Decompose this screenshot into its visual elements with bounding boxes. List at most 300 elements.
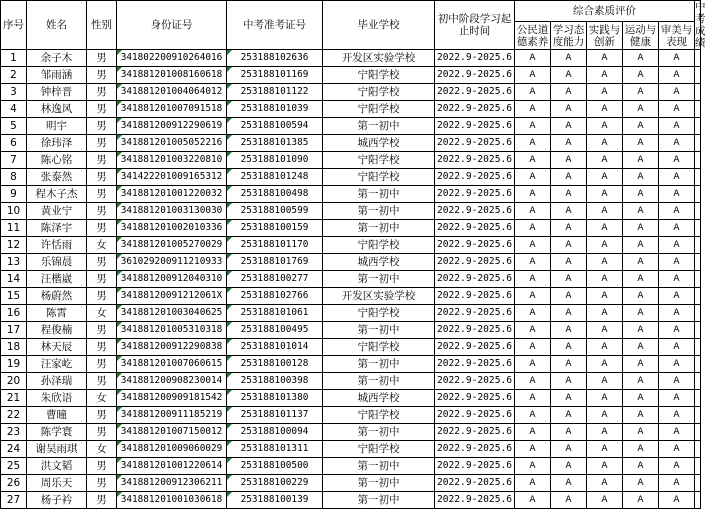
row-sports-grade-cell[interactable]: A: [623, 339, 659, 356]
row-sports-grade-cell[interactable]: A: [623, 135, 659, 152]
row-period-cell[interactable]: 2022.9-2025.6: [435, 186, 515, 203]
row-sports-grade-cell[interactable]: A: [623, 407, 659, 424]
row-seq-cell[interactable]: 1: [1, 50, 27, 67]
row-school-cell[interactable]: 第一初中: [323, 356, 435, 373]
row-period-cell[interactable]: 2022.9-2025.6: [435, 84, 515, 101]
row-practice-grade-cell[interactable]: A: [587, 237, 623, 254]
row-learning-grade-cell[interactable]: A: [551, 441, 587, 458]
row-id-number-cell[interactable]: 341881201002010336: [117, 220, 227, 237]
row-arts-grade-cell[interactable]: A: [659, 101, 695, 118]
row-name-cell[interactable]: 明宇: [27, 118, 87, 135]
row-exam-number-cell[interactable]: 253188100498: [227, 186, 323, 203]
row-sports-grade-cell[interactable]: A: [623, 203, 659, 220]
row-seq-cell[interactable]: 20: [1, 373, 27, 390]
row-exam-number-cell[interactable]: 253188101385: [227, 135, 323, 152]
row-exam-number-cell[interactable]: 253188101137: [227, 407, 323, 424]
row-period-cell[interactable]: 2022.9-2025.6: [435, 118, 515, 135]
row-seq-cell[interactable]: 22: [1, 407, 27, 424]
row-school-cell[interactable]: 第一初中: [323, 424, 435, 441]
row-learning-grade-cell[interactable]: A: [551, 458, 587, 475]
row-school-cell[interactable]: 第一初中: [323, 475, 435, 492]
row-school-cell[interactable]: 宁阳学校: [323, 67, 435, 84]
row-school-cell[interactable]: 第一初中: [323, 322, 435, 339]
row-sports-grade-cell[interactable]: A: [623, 101, 659, 118]
row-sports-grade-cell[interactable]: A: [623, 237, 659, 254]
row-exam-number-cell[interactable]: 253188101090: [227, 152, 323, 169]
row-exam-score-cell[interactable]: [695, 186, 701, 203]
row-gender-cell[interactable]: 男: [87, 407, 117, 424]
row-practice-grade-cell[interactable]: A: [587, 271, 623, 288]
row-gender-cell[interactable]: 男: [87, 288, 117, 305]
row-practice-grade-cell[interactable]: A: [587, 220, 623, 237]
row-period-cell[interactable]: 2022.9-2025.6: [435, 356, 515, 373]
row-id-number-cell[interactable]: 34188120091212061X: [117, 288, 227, 305]
row-civic-grade-cell[interactable]: A: [515, 356, 551, 373]
row-seq-cell[interactable]: 4: [1, 101, 27, 118]
row-practice-grade-cell[interactable]: A: [587, 492, 623, 509]
row-exam-score-cell[interactable]: [695, 305, 701, 322]
row-exam-number-cell[interactable]: 253188101061: [227, 305, 323, 322]
row-arts-grade-cell[interactable]: A: [659, 237, 695, 254]
row-gender-cell[interactable]: 男: [87, 84, 117, 101]
row-exam-number-cell[interactable]: 253188101380: [227, 390, 323, 407]
row-exam-number-cell[interactable]: 253188101169: [227, 67, 323, 84]
row-civic-grade-cell[interactable]: A: [515, 220, 551, 237]
row-arts-grade-cell[interactable]: A: [659, 475, 695, 492]
row-civic-grade-cell[interactable]: A: [515, 322, 551, 339]
row-arts-grade-cell[interactable]: A: [659, 373, 695, 390]
row-learning-grade-cell[interactable]: A: [551, 186, 587, 203]
row-gender-cell[interactable]: 女: [87, 237, 117, 254]
row-gender-cell[interactable]: 男: [87, 339, 117, 356]
row-id-number-cell[interactable]: 341881200908230014: [117, 373, 227, 390]
row-id-number-cell[interactable]: 341881200912290619: [117, 118, 227, 135]
row-seq-cell[interactable]: 5: [1, 118, 27, 135]
row-learning-grade-cell[interactable]: A: [551, 492, 587, 509]
row-exam-number-cell[interactable]: 253188100500: [227, 458, 323, 475]
row-school-cell[interactable]: 第一初中: [323, 271, 435, 288]
row-period-cell[interactable]: 2022.9-2025.6: [435, 424, 515, 441]
row-arts-grade-cell[interactable]: A: [659, 356, 695, 373]
row-period-cell[interactable]: 2022.9-2025.6: [435, 441, 515, 458]
row-sports-grade-cell[interactable]: A: [623, 288, 659, 305]
row-seq-cell[interactable]: 24: [1, 441, 27, 458]
row-arts-grade-cell[interactable]: A: [659, 67, 695, 84]
row-period-cell[interactable]: 2022.9-2025.6: [435, 407, 515, 424]
row-gender-cell[interactable]: 男: [87, 101, 117, 118]
row-name-cell[interactable]: 洪文韬: [27, 458, 87, 475]
row-id-number-cell[interactable]: 341422201009165312: [117, 169, 227, 186]
row-civic-grade-cell[interactable]: A: [515, 118, 551, 135]
row-gender-cell[interactable]: 男: [87, 50, 117, 67]
row-seq-cell[interactable]: 11: [1, 220, 27, 237]
row-period-cell[interactable]: 2022.9-2025.6: [435, 271, 515, 288]
row-gender-cell[interactable]: 男: [87, 492, 117, 509]
row-learning-grade-cell[interactable]: A: [551, 237, 587, 254]
row-exam-number-cell[interactable]: 253188101170: [227, 237, 323, 254]
row-civic-grade-cell[interactable]: A: [515, 254, 551, 271]
row-id-number-cell[interactable]: 361029200911210933: [117, 254, 227, 271]
row-exam-score-cell[interactable]: [695, 441, 701, 458]
row-id-number-cell[interactable]: 341802200910264016: [117, 50, 227, 67]
row-sports-grade-cell[interactable]: A: [623, 373, 659, 390]
row-school-cell[interactable]: 第一初中: [323, 203, 435, 220]
row-arts-grade-cell[interactable]: A: [659, 118, 695, 135]
row-sports-grade-cell[interactable]: A: [623, 169, 659, 186]
row-period-cell[interactable]: 2022.9-2025.6: [435, 237, 515, 254]
row-civic-grade-cell[interactable]: A: [515, 169, 551, 186]
row-name-cell[interactable]: 汪家屹: [27, 356, 87, 373]
row-exam-number-cell[interactable]: 253188102766: [227, 288, 323, 305]
row-period-cell[interactable]: 2022.9-2025.6: [435, 492, 515, 509]
row-civic-grade-cell[interactable]: A: [515, 441, 551, 458]
row-seq-cell[interactable]: 27: [1, 492, 27, 509]
row-arts-grade-cell[interactable]: A: [659, 441, 695, 458]
row-sports-grade-cell[interactable]: A: [623, 118, 659, 135]
row-seq-cell[interactable]: 9: [1, 186, 27, 203]
row-period-cell[interactable]: 2022.9-2025.6: [435, 475, 515, 492]
row-exam-score-cell[interactable]: [695, 458, 701, 475]
row-period-cell[interactable]: 2022.9-2025.6: [435, 390, 515, 407]
row-seq-cell[interactable]: 18: [1, 339, 27, 356]
row-civic-grade-cell[interactable]: A: [515, 186, 551, 203]
row-exam-number-cell[interactable]: 253188101769: [227, 254, 323, 271]
row-period-cell[interactable]: 2022.9-2025.6: [435, 373, 515, 390]
row-id-number-cell[interactable]: 341881201001030618: [117, 492, 227, 509]
row-practice-grade-cell[interactable]: A: [587, 84, 623, 101]
row-learning-grade-cell[interactable]: A: [551, 118, 587, 135]
row-id-number-cell[interactable]: 341881201005052216: [117, 135, 227, 152]
row-civic-grade-cell[interactable]: A: [515, 475, 551, 492]
row-exam-score-cell[interactable]: [695, 135, 701, 152]
row-practice-grade-cell[interactable]: A: [587, 203, 623, 220]
row-learning-grade-cell[interactable]: A: [551, 373, 587, 390]
row-id-number-cell[interactable]: 341881201003040625: [117, 305, 227, 322]
row-exam-number-cell[interactable]: 253188100495: [227, 322, 323, 339]
row-id-number-cell[interactable]: 341881200912040310: [117, 271, 227, 288]
row-arts-grade-cell[interactable]: A: [659, 458, 695, 475]
row-learning-grade-cell[interactable]: A: [551, 271, 587, 288]
row-seq-cell[interactable]: 16: [1, 305, 27, 322]
row-civic-grade-cell[interactable]: A: [515, 339, 551, 356]
row-exam-number-cell[interactable]: 253188100094: [227, 424, 323, 441]
row-arts-grade-cell[interactable]: A: [659, 339, 695, 356]
row-practice-grade-cell[interactable]: A: [587, 254, 623, 271]
row-civic-grade-cell[interactable]: A: [515, 135, 551, 152]
row-seq-cell[interactable]: 12: [1, 237, 27, 254]
row-sports-grade-cell[interactable]: A: [623, 152, 659, 169]
row-arts-grade-cell[interactable]: A: [659, 186, 695, 203]
row-seq-cell[interactable]: 26: [1, 475, 27, 492]
row-arts-grade-cell[interactable]: A: [659, 390, 695, 407]
row-id-number-cell[interactable]: 341881201004064012: [117, 84, 227, 101]
row-exam-score-cell[interactable]: [695, 203, 701, 220]
row-arts-grade-cell[interactable]: A: [659, 152, 695, 169]
row-name-cell[interactable]: 徐玮泽: [27, 135, 87, 152]
row-gender-cell[interactable]: 女: [87, 305, 117, 322]
row-arts-grade-cell[interactable]: A: [659, 135, 695, 152]
row-id-number-cell[interactable]: 341881201009060029: [117, 441, 227, 458]
row-civic-grade-cell[interactable]: A: [515, 492, 551, 509]
row-learning-grade-cell[interactable]: A: [551, 101, 587, 118]
row-exam-score-cell[interactable]: [695, 271, 701, 288]
row-seq-cell[interactable]: 7: [1, 152, 27, 169]
row-gender-cell[interactable]: 男: [87, 356, 117, 373]
row-exam-score-cell[interactable]: [695, 220, 701, 237]
row-sports-grade-cell[interactable]: A: [623, 186, 659, 203]
row-name-cell[interactable]: 曹曈: [27, 407, 87, 424]
row-learning-grade-cell[interactable]: A: [551, 288, 587, 305]
row-learning-grade-cell[interactable]: A: [551, 67, 587, 84]
row-period-cell[interactable]: 2022.9-2025.6: [435, 458, 515, 475]
row-gender-cell[interactable]: 男: [87, 458, 117, 475]
row-period-cell[interactable]: 2022.9-2025.6: [435, 203, 515, 220]
row-civic-grade-cell[interactable]: A: [515, 152, 551, 169]
row-gender-cell[interactable]: 男: [87, 322, 117, 339]
row-name-cell[interactable]: 邹雨涵: [27, 67, 87, 84]
row-seq-cell[interactable]: 2: [1, 67, 27, 84]
row-school-cell[interactable]: 宁阳学校: [323, 152, 435, 169]
row-learning-grade-cell[interactable]: A: [551, 339, 587, 356]
row-civic-grade-cell[interactable]: A: [515, 373, 551, 390]
row-name-cell[interactable]: 陈霄: [27, 305, 87, 322]
row-period-cell[interactable]: 2022.9-2025.6: [435, 322, 515, 339]
row-sports-grade-cell[interactable]: A: [623, 356, 659, 373]
row-gender-cell[interactable]: 男: [87, 220, 117, 237]
row-exam-number-cell[interactable]: 253188101122: [227, 84, 323, 101]
row-exam-score-cell[interactable]: [695, 169, 701, 186]
row-id-number-cell[interactable]: 341881201001220032: [117, 186, 227, 203]
row-practice-grade-cell[interactable]: A: [587, 373, 623, 390]
row-practice-grade-cell[interactable]: A: [587, 424, 623, 441]
row-name-cell[interactable]: 陈心铭: [27, 152, 87, 169]
row-school-cell[interactable]: 第一初中: [323, 118, 435, 135]
row-seq-cell[interactable]: 10: [1, 203, 27, 220]
row-civic-grade-cell[interactable]: A: [515, 67, 551, 84]
row-exam-score-cell[interactable]: [695, 152, 701, 169]
row-sports-grade-cell[interactable]: A: [623, 67, 659, 84]
row-practice-grade-cell[interactable]: A: [587, 458, 623, 475]
row-school-cell[interactable]: 宁阳学校: [323, 305, 435, 322]
row-exam-number-cell[interactable]: 253188100594: [227, 118, 323, 135]
row-name-cell[interactable]: 谢吴雨琪: [27, 441, 87, 458]
row-gender-cell[interactable]: 女: [87, 441, 117, 458]
row-practice-grade-cell[interactable]: A: [587, 407, 623, 424]
row-arts-grade-cell[interactable]: A: [659, 424, 695, 441]
row-sports-grade-cell[interactable]: A: [623, 84, 659, 101]
row-gender-cell[interactable]: 男: [87, 254, 117, 271]
row-arts-grade-cell[interactable]: A: [659, 271, 695, 288]
row-exam-number-cell[interactable]: 253188100398: [227, 373, 323, 390]
row-period-cell[interactable]: 2022.9-2025.6: [435, 152, 515, 169]
row-sports-grade-cell[interactable]: A: [623, 475, 659, 492]
row-exam-score-cell[interactable]: [695, 322, 701, 339]
row-gender-cell[interactable]: 男: [87, 475, 117, 492]
row-practice-grade-cell[interactable]: A: [587, 169, 623, 186]
row-exam-score-cell[interactable]: [695, 407, 701, 424]
row-school-cell[interactable]: 第一初中: [323, 220, 435, 237]
row-gender-cell[interactable]: 男: [87, 135, 117, 152]
row-practice-grade-cell[interactable]: A: [587, 441, 623, 458]
row-gender-cell[interactable]: 男: [87, 152, 117, 169]
row-period-cell[interactable]: 2022.9-2025.6: [435, 305, 515, 322]
row-practice-grade-cell[interactable]: A: [587, 67, 623, 84]
row-arts-grade-cell[interactable]: A: [659, 305, 695, 322]
row-period-cell[interactable]: 2022.9-2025.6: [435, 101, 515, 118]
row-school-cell[interactable]: 宁阳学校: [323, 339, 435, 356]
row-practice-grade-cell[interactable]: A: [587, 390, 623, 407]
row-school-cell[interactable]: 宁阳学校: [323, 169, 435, 186]
row-school-cell[interactable]: 开发区实验学校: [323, 288, 435, 305]
row-exam-score-cell[interactable]: [695, 492, 701, 509]
row-practice-grade-cell[interactable]: A: [587, 135, 623, 152]
row-seq-cell[interactable]: 3: [1, 84, 27, 101]
row-sports-grade-cell[interactable]: A: [623, 424, 659, 441]
row-gender-cell[interactable]: 男: [87, 271, 117, 288]
row-learning-grade-cell[interactable]: A: [551, 390, 587, 407]
row-seq-cell[interactable]: 17: [1, 322, 27, 339]
row-exam-number-cell[interactable]: 253188101248: [227, 169, 323, 186]
row-name-cell[interactable]: 黄业宁: [27, 203, 87, 220]
row-seq-cell[interactable]: 19: [1, 356, 27, 373]
row-id-number-cell[interactable]: 341881201005270029: [117, 237, 227, 254]
row-period-cell[interactable]: 2022.9-2025.6: [435, 67, 515, 84]
row-exam-number-cell[interactable]: 253188101014: [227, 339, 323, 356]
row-learning-grade-cell[interactable]: A: [551, 305, 587, 322]
row-school-cell[interactable]: 第一初中: [323, 458, 435, 475]
row-exam-number-cell[interactable]: 253188100229: [227, 475, 323, 492]
row-name-cell[interactable]: 陈学寰: [27, 424, 87, 441]
row-practice-grade-cell[interactable]: A: [587, 475, 623, 492]
row-exam-score-cell[interactable]: [695, 84, 701, 101]
row-arts-grade-cell[interactable]: A: [659, 407, 695, 424]
row-practice-grade-cell[interactable]: A: [587, 305, 623, 322]
row-sports-grade-cell[interactable]: A: [623, 492, 659, 509]
row-civic-grade-cell[interactable]: A: [515, 203, 551, 220]
row-name-cell[interactable]: 许恬雨: [27, 237, 87, 254]
row-period-cell[interactable]: 2022.9-2025.6: [435, 220, 515, 237]
row-seq-cell[interactable]: 6: [1, 135, 27, 152]
row-name-cell[interactable]: 乐锦晨: [27, 254, 87, 271]
row-name-cell[interactable]: 汪楷崴: [27, 271, 87, 288]
row-learning-grade-cell[interactable]: A: [551, 169, 587, 186]
row-civic-grade-cell[interactable]: A: [515, 288, 551, 305]
row-school-cell[interactable]: 宁阳学校: [323, 407, 435, 424]
row-name-cell[interactable]: 周乐天: [27, 475, 87, 492]
row-name-cell[interactable]: 杨子衿: [27, 492, 87, 509]
row-learning-grade-cell[interactable]: A: [551, 424, 587, 441]
row-arts-grade-cell[interactable]: A: [659, 254, 695, 271]
row-gender-cell[interactable]: 男: [87, 169, 117, 186]
row-learning-grade-cell[interactable]: A: [551, 220, 587, 237]
row-civic-grade-cell[interactable]: A: [515, 50, 551, 67]
row-sports-grade-cell[interactable]: A: [623, 254, 659, 271]
row-gender-cell[interactable]: 男: [87, 67, 117, 84]
row-period-cell[interactable]: 2022.9-2025.6: [435, 169, 515, 186]
row-sports-grade-cell[interactable]: A: [623, 441, 659, 458]
row-exam-score-cell[interactable]: [695, 101, 701, 118]
row-arts-grade-cell[interactable]: A: [659, 84, 695, 101]
row-period-cell[interactable]: 2022.9-2025.6: [435, 135, 515, 152]
row-id-number-cell[interactable]: 341881201007150012: [117, 424, 227, 441]
row-exam-score-cell[interactable]: [695, 475, 701, 492]
row-civic-grade-cell[interactable]: A: [515, 237, 551, 254]
row-learning-grade-cell[interactable]: A: [551, 475, 587, 492]
row-seq-cell[interactable]: 15: [1, 288, 27, 305]
row-school-cell[interactable]: 第一初中: [323, 373, 435, 390]
row-period-cell[interactable]: 2022.9-2025.6: [435, 339, 515, 356]
row-arts-grade-cell[interactable]: A: [659, 50, 695, 67]
row-practice-grade-cell[interactable]: A: [587, 288, 623, 305]
row-sports-grade-cell[interactable]: A: [623, 458, 659, 475]
row-exam-score-cell[interactable]: [695, 390, 701, 407]
row-name-cell[interactable]: 孙泽瑞: [27, 373, 87, 390]
row-id-number-cell[interactable]: 341881200912290838: [117, 339, 227, 356]
row-civic-grade-cell[interactable]: A: [515, 305, 551, 322]
row-exam-score-cell[interactable]: [695, 67, 701, 84]
row-exam-score-cell[interactable]: [695, 237, 701, 254]
row-gender-cell[interactable]: 男: [87, 203, 117, 220]
row-practice-grade-cell[interactable]: A: [587, 118, 623, 135]
row-name-cell[interactable]: 余子木: [27, 50, 87, 67]
row-name-cell[interactable]: 林天辰: [27, 339, 87, 356]
row-practice-grade-cell[interactable]: A: [587, 322, 623, 339]
row-school-cell[interactable]: 城西学校: [323, 390, 435, 407]
row-practice-grade-cell[interactable]: A: [587, 101, 623, 118]
row-practice-grade-cell[interactable]: A: [587, 356, 623, 373]
row-school-cell[interactable]: 宁阳学校: [323, 101, 435, 118]
row-exam-score-cell[interactable]: [695, 254, 701, 271]
row-id-number-cell[interactable]: 341881201008160618: [117, 67, 227, 84]
row-arts-grade-cell[interactable]: A: [659, 492, 695, 509]
row-gender-cell[interactable]: 男: [87, 373, 117, 390]
row-school-cell[interactable]: 宁阳学校: [323, 441, 435, 458]
row-exam-score-cell[interactable]: [695, 339, 701, 356]
row-sports-grade-cell[interactable]: A: [623, 390, 659, 407]
row-civic-grade-cell[interactable]: A: [515, 84, 551, 101]
row-sports-grade-cell[interactable]: A: [623, 322, 659, 339]
row-gender-cell[interactable]: 女: [87, 390, 117, 407]
row-arts-grade-cell[interactable]: A: [659, 322, 695, 339]
row-practice-grade-cell[interactable]: A: [587, 186, 623, 203]
row-school-cell[interactable]: 开发区实验学校: [323, 50, 435, 67]
row-id-number-cell[interactable]: 341881200909181542: [117, 390, 227, 407]
row-practice-grade-cell[interactable]: A: [587, 152, 623, 169]
row-school-cell[interactable]: 城西学校: [323, 254, 435, 271]
row-arts-grade-cell[interactable]: A: [659, 169, 695, 186]
row-learning-grade-cell[interactable]: A: [551, 203, 587, 220]
row-learning-grade-cell[interactable]: A: [551, 356, 587, 373]
row-civic-grade-cell[interactable]: A: [515, 390, 551, 407]
row-arts-grade-cell[interactable]: A: [659, 220, 695, 237]
row-civic-grade-cell[interactable]: A: [515, 271, 551, 288]
row-exam-number-cell[interactable]: 253188101311: [227, 441, 323, 458]
row-exam-number-cell[interactable]: 253188100128: [227, 356, 323, 373]
row-id-number-cell[interactable]: 341881201003220810: [117, 152, 227, 169]
row-exam-score-cell[interactable]: [695, 424, 701, 441]
row-exam-number-cell[interactable]: 253188101039: [227, 101, 323, 118]
row-school-cell[interactable]: 城西学校: [323, 135, 435, 152]
row-seq-cell[interactable]: 14: [1, 271, 27, 288]
row-civic-grade-cell[interactable]: A: [515, 424, 551, 441]
row-learning-grade-cell[interactable]: A: [551, 50, 587, 67]
row-name-cell[interactable]: 张泰然: [27, 169, 87, 186]
row-id-number-cell[interactable]: 341881201001220614: [117, 458, 227, 475]
row-gender-cell[interactable]: 男: [87, 186, 117, 203]
row-exam-score-cell[interactable]: [695, 373, 701, 390]
row-period-cell[interactable]: 2022.9-2025.6: [435, 254, 515, 271]
row-exam-number-cell[interactable]: 253188100159: [227, 220, 323, 237]
